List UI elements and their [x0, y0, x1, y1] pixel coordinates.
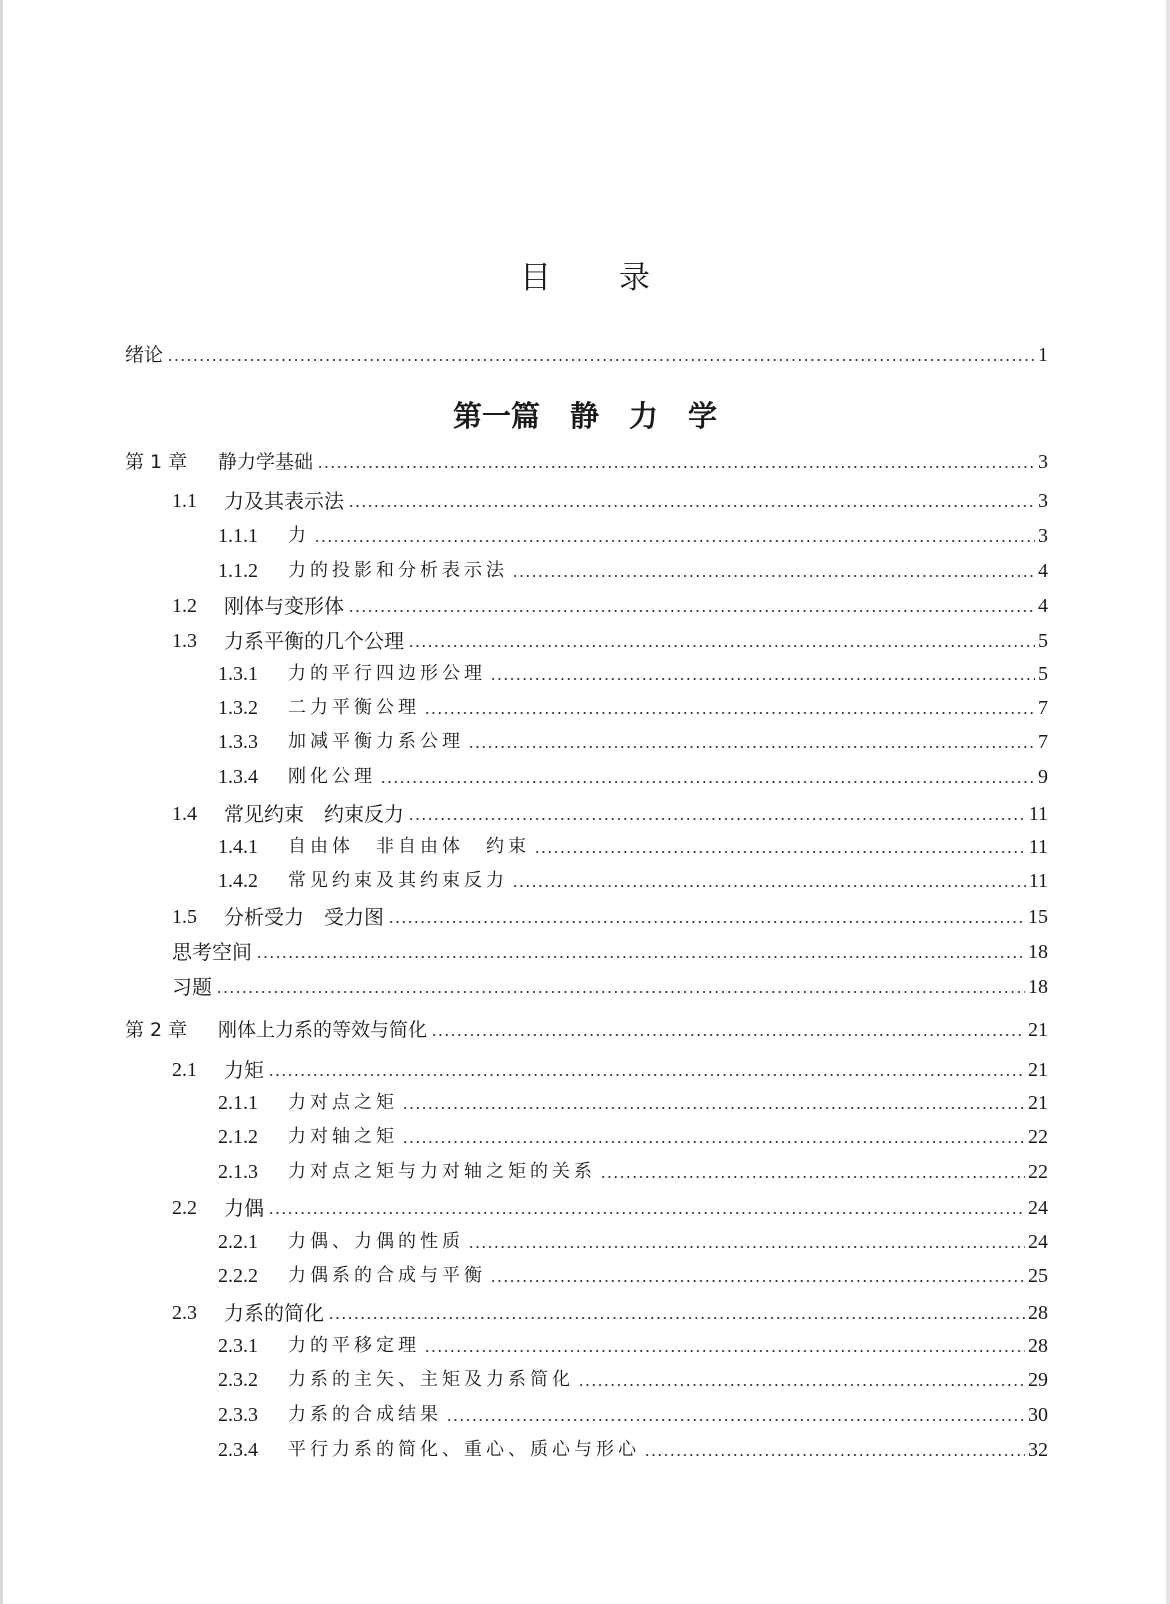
- dot-leader: [314, 523, 1035, 545]
- toc-number: 1.4: [172, 803, 197, 825]
- toc-label: 刚化公理: [288, 766, 376, 787]
- toc-page-number: 3: [1038, 525, 1048, 547]
- toc-number: 1.4.2: [218, 870, 258, 892]
- dot-leader: [446, 1402, 1025, 1424]
- toc-section[interactable]: [0, 1195, 1170, 1223]
- toc-label: 力矩: [224, 1058, 264, 1082]
- dot-leader: [256, 939, 1025, 961]
- toc-number: 2.3.1: [218, 1335, 258, 1357]
- toc-number: 第 2 章: [125, 1019, 188, 1041]
- toc-label: 力对点之矩与力对轴之矩的关系: [288, 1161, 596, 1182]
- toc-page-number: 29: [1028, 1369, 1048, 1391]
- toc-page-number: 7: [1038, 697, 1048, 719]
- toc-section[interactable]: [0, 1057, 1170, 1085]
- toc-subsection[interactable]: [0, 695, 1170, 723]
- toc-label: 思考空间: [172, 940, 252, 964]
- toc-subsection[interactable]: [0, 661, 1170, 689]
- toc-subsection[interactable]: [0, 1333, 1170, 1361]
- toc-page-number: 22: [1028, 1126, 1048, 1148]
- dot-leader: [402, 1124, 1025, 1146]
- toc-section[interactable]: [0, 939, 1170, 967]
- toc-number: 1.1: [172, 490, 197, 512]
- dot-leader: [512, 868, 1026, 890]
- toc-page-number: 28: [1028, 1302, 1048, 1324]
- toc-number: 2.3.2: [218, 1369, 258, 1391]
- toc-label: 力: [288, 525, 310, 546]
- toc-page-number: 1: [1038, 344, 1048, 366]
- toc-page-number: 21: [1028, 1019, 1048, 1041]
- toc-subsection[interactable]: [0, 834, 1170, 862]
- toc-label: 刚体与变形体: [224, 594, 344, 618]
- toc-label: 刚体上力系的等效与简化: [218, 1019, 428, 1041]
- toc-chapter[interactable]: [0, 449, 1170, 477]
- toc-label: 力系的合成结果: [288, 1404, 442, 1425]
- toc-label: 力系的主矢、主矩及力系简化: [288, 1369, 574, 1390]
- toc-label: 绪论: [125, 344, 164, 366]
- toc-label: 力的平行四边形公理: [288, 663, 486, 684]
- dot-leader: [600, 1159, 1025, 1181]
- dot-leader: [268, 1057, 1025, 1079]
- toc-page-number: 5: [1038, 630, 1048, 652]
- toc-label: 分析受力 受力图: [224, 905, 384, 929]
- toc-subsection[interactable]: [0, 868, 1170, 896]
- toc-page-number: 11: [1028, 870, 1048, 892]
- dot-leader: [348, 488, 1035, 510]
- dot-leader: [380, 764, 1035, 786]
- dot-leader: [644, 1437, 1025, 1459]
- toc-number: 2.3.3: [218, 1404, 258, 1426]
- toc-subsection[interactable]: [0, 1263, 1170, 1291]
- toc-page-number: 9: [1038, 766, 1048, 788]
- toc-page-number: 18: [1028, 941, 1048, 963]
- toc-section[interactable]: [0, 628, 1170, 656]
- dot-leader: [348, 593, 1035, 615]
- toc-page-number: 24: [1028, 1231, 1048, 1253]
- toc-label: 力偶系的合成与平衡: [288, 1265, 486, 1286]
- toc-label: 力系的简化: [224, 1301, 324, 1325]
- dot-leader: [408, 801, 1026, 823]
- toc-subsection[interactable]: [0, 1437, 1170, 1465]
- toc-subsection[interactable]: [0, 729, 1170, 757]
- toc-page-number: 30: [1028, 1404, 1048, 1426]
- toc-page-number: 24: [1028, 1197, 1048, 1219]
- toc-subsection[interactable]: [0, 1367, 1170, 1395]
- toc-subsection[interactable]: [0, 558, 1170, 586]
- part-title-char: 静: [569, 399, 599, 433]
- toc-number: 1.3.1: [218, 663, 258, 685]
- toc-number: 2.1: [172, 1059, 197, 1081]
- toc-label: 二力平衡公理: [288, 697, 420, 718]
- toc-number: 1.3: [172, 630, 197, 652]
- toc-label: 常见约束及其约束反力: [288, 870, 508, 891]
- toc-label: 加减平衡力系公理: [288, 731, 464, 752]
- toc-number: 第 1 章: [125, 451, 188, 473]
- toc-section[interactable]: [0, 974, 1170, 1002]
- toc-subsection[interactable]: [0, 1229, 1170, 1257]
- toc-label: 平行力系的简化、重心、质心与形心: [288, 1439, 640, 1460]
- toc-page-number: 3: [1038, 490, 1048, 512]
- toc-page-number: 11: [1028, 836, 1048, 858]
- toc-number: 2.2: [172, 1197, 197, 1219]
- dot-leader: [268, 1195, 1025, 1217]
- dot-leader: [512, 558, 1035, 580]
- dot-leader: [468, 729, 1035, 751]
- toc-page-number: 15: [1028, 906, 1048, 928]
- toc-number: 1.5: [172, 906, 197, 928]
- dot-leader: [408, 628, 1035, 650]
- dot-leader: [167, 342, 1035, 364]
- toc-number: 1.3.3: [218, 731, 258, 753]
- toc-number: 2.3.4: [218, 1439, 258, 1461]
- toc-page-number: 21: [1028, 1092, 1048, 1114]
- toc-number: 1.3.2: [218, 697, 258, 719]
- toc-subsection[interactable]: [0, 1159, 1170, 1187]
- toc-label: 静力学基础: [218, 451, 314, 473]
- dot-leader: [424, 695, 1035, 717]
- dot-leader: [402, 1090, 1025, 1112]
- toc-label: 常见约束 约束反力: [224, 802, 404, 826]
- toc-number: 2.2.1: [218, 1231, 258, 1253]
- toc-number: 1.3.4: [218, 766, 258, 788]
- dot-leader: [317, 449, 1035, 471]
- dot-leader: [534, 834, 1026, 856]
- toc-number: 1.1.2: [218, 560, 258, 582]
- toc-subsection[interactable]: [0, 523, 1170, 551]
- toc-number: 2.3: [172, 1302, 197, 1324]
- toc-section[interactable]: [0, 1300, 1170, 1328]
- toc-page-number: 32: [1028, 1439, 1048, 1461]
- toc-label: 力系平衡的几个公理: [224, 629, 404, 653]
- toc-page-number: 11: [1028, 803, 1048, 825]
- toc-number: 1.1.1: [218, 525, 258, 547]
- toc-page-number: 4: [1038, 560, 1048, 582]
- toc-intro[interactable]: [0, 342, 1170, 370]
- toc-label: 力对轴之矩: [288, 1126, 398, 1147]
- toc-section[interactable]: [0, 593, 1170, 621]
- toc-page-number: 22: [1028, 1161, 1048, 1183]
- toc-number: 2.1.2: [218, 1126, 258, 1148]
- toc-page-number: 4: [1038, 595, 1048, 617]
- toc-page-number: 28: [1028, 1335, 1048, 1357]
- toc-page-number: 5: [1038, 663, 1048, 685]
- toc-page-number: 21: [1028, 1059, 1048, 1081]
- dot-leader: [490, 1263, 1025, 1285]
- toc-number: 2.2.2: [218, 1265, 258, 1287]
- toc-section[interactable]: [0, 488, 1170, 516]
- toc-label: 力的投影和分析表示法: [288, 560, 508, 581]
- dot-leader: [216, 974, 1025, 996]
- dot-leader: [388, 904, 1025, 926]
- dot-leader: [578, 1367, 1025, 1389]
- toc-label: 力偶、力偶的性质: [288, 1231, 464, 1252]
- toc-label: 习题: [172, 975, 212, 999]
- dot-leader: [328, 1300, 1025, 1322]
- toc-page-number: 25: [1028, 1265, 1048, 1287]
- toc-subsection[interactable]: [0, 1402, 1170, 1430]
- toc-section[interactable]: [0, 801, 1170, 829]
- toc-chapter[interactable]: [0, 1017, 1170, 1045]
- toc-page-number: 18: [1028, 976, 1048, 998]
- toc-number: 2.1.1: [218, 1092, 258, 1114]
- toc-subsection[interactable]: [0, 1124, 1170, 1152]
- toc-page-number: 7: [1038, 731, 1048, 753]
- toc-label: 力的平移定理: [288, 1335, 420, 1356]
- part-title-char: 力: [629, 399, 659, 433]
- page-title: 目录: [520, 260, 718, 296]
- part-title-char: 学: [688, 399, 718, 433]
- toc-label: 自由体 非自由体 约束: [288, 836, 530, 857]
- toc-number: 1.2: [172, 595, 197, 617]
- toc-section[interactable]: [0, 904, 1170, 932]
- part-title-number: 第一篇: [452, 399, 540, 433]
- toc-page-number: 3: [1038, 451, 1048, 473]
- toc-number: 1.4.1: [218, 836, 258, 858]
- toc-number: 2.1.3: [218, 1161, 258, 1183]
- dot-leader: [431, 1017, 1025, 1039]
- toc-subsection[interactable]: [0, 1090, 1170, 1118]
- toc-label: 力对点之矩: [288, 1092, 398, 1113]
- dot-leader: [490, 661, 1035, 683]
- toc-subsection[interactable]: [0, 764, 1170, 792]
- toc-label: 力及其表示法: [224, 489, 344, 513]
- toc-label: 力偶: [224, 1196, 264, 1220]
- dot-leader: [424, 1333, 1025, 1355]
- dot-leader: [468, 1229, 1025, 1251]
- part-title: [0, 396, 1170, 436]
